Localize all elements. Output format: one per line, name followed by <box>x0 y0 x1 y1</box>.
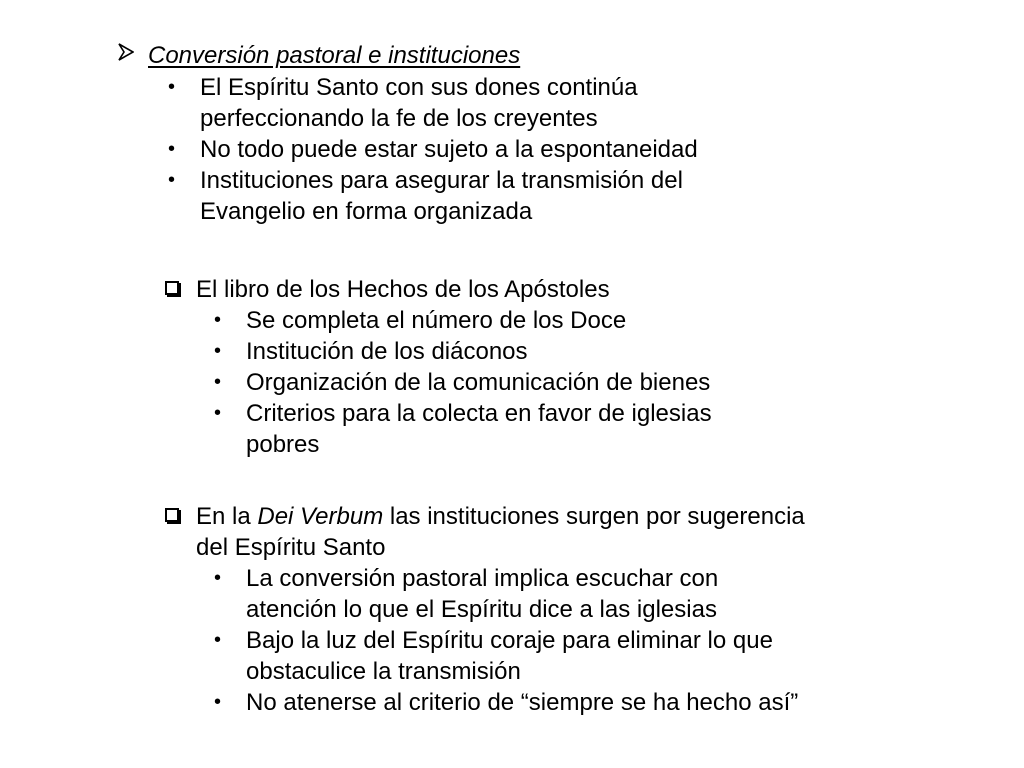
checkbox-bullet-icon <box>165 508 179 522</box>
section1-bullet3-line2: Evangelio en forma organizada <box>200 198 533 225</box>
bullet-dot: • <box>214 691 222 713</box>
section2-bullet1: Se completa el número de los Doce <box>246 307 627 334</box>
section2-bullet4-line1: Criterios para la colecta en favor de iglesias <box>246 400 712 427</box>
section1-bullet2-line1: No todo puede estar sujeto a la espontaneidad <box>200 136 698 163</box>
bullet-dot: • <box>214 340 222 362</box>
section3-bullet2-line1: Bajo la luz del Espíritu coraje para eliminar lo que <box>246 627 773 654</box>
section1-title: Conversión pastoral e instituciones <box>148 42 521 69</box>
bullet-dot: • <box>214 371 222 393</box>
section1-bullet1-line2: perfeccionando la fe de los creyentes <box>200 105 598 132</box>
section2-title: El libro de los Hechos de los Apóstoles <box>196 276 610 303</box>
section2-bullet2: Institución de los diáconos <box>246 338 528 365</box>
arrow-bullet-icon <box>118 43 134 61</box>
bullet-dot: • <box>214 309 222 331</box>
bullet-dot: • <box>168 169 176 191</box>
bullet-dot: • <box>168 76 176 98</box>
section3-bullet1-line1: La conversión pastoral implica escuchar con <box>246 565 719 592</box>
bullet-dot: • <box>214 567 222 589</box>
section2-bullet4-line2: pobres <box>246 431 320 458</box>
section3-title-suffix: las instituciones surgen por sugerencia <box>383 503 805 530</box>
bullet-dot: • <box>214 629 222 651</box>
checkbox-bullet-icon <box>165 281 179 295</box>
section2-bullet3: Organización de la comunicación de bienes <box>246 369 711 396</box>
section3-bullet1-line2: atención lo que el Espíritu dice a las iglesias <box>246 596 717 623</box>
section3-title-prefix: En la <box>196 503 258 530</box>
section1-bullet3-line1: Instituciones para asegurar la transmisión del <box>200 167 683 194</box>
section3-bullet3: No atenerse al criterio de “siempre se ha hecho así” <box>246 689 799 716</box>
section3-bullet2-line2: obstaculice la transmisión <box>246 658 521 685</box>
section1-bullet1-line1: El Espíritu Santo con sus dones continúa <box>200 74 638 101</box>
bullet-dot: • <box>214 402 222 424</box>
section3-title-line2: del Espíritu Santo <box>196 534 386 561</box>
section3-title-line1 <box>196 501 805 532</box>
bullet-dot: • <box>168 138 176 160</box>
section3-title-italic: Dei Verbum <box>257 503 384 530</box>
